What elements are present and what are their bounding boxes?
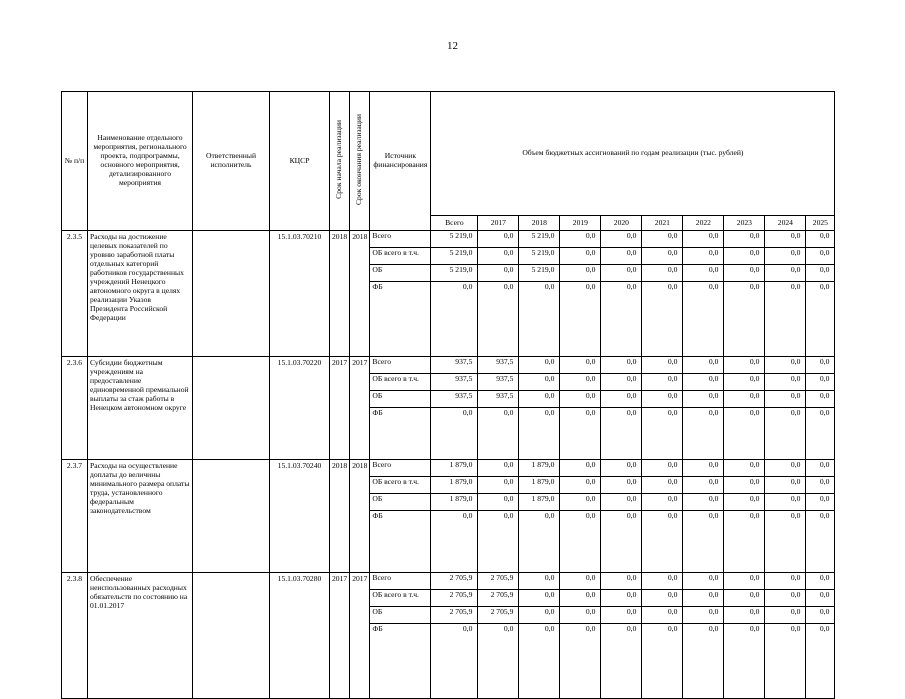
value-cell: 0,0 bbox=[765, 357, 806, 374]
year-header: 2021 bbox=[642, 216, 683, 231]
value-cell: 0,0 bbox=[724, 573, 765, 590]
value-cell: 937,5 bbox=[478, 374, 519, 391]
value-cell: 0,0 bbox=[806, 573, 835, 590]
value-cell: 0,0 bbox=[519, 374, 560, 391]
value-cell: 937,5 bbox=[431, 391, 478, 408]
value-cell: 0,0 bbox=[683, 265, 724, 282]
value-cell: 0,0 bbox=[683, 408, 724, 460]
value-cell: 0,0 bbox=[560, 494, 601, 511]
row-source: Всего bbox=[370, 357, 431, 374]
row-kcsr: 15.1.03.70280 bbox=[270, 573, 330, 699]
value-cell: 0,0 bbox=[478, 408, 519, 460]
value-cell: 0,0 bbox=[642, 391, 683, 408]
row-num: 2.3.5 bbox=[62, 231, 88, 357]
row-source: ФБ bbox=[370, 408, 431, 460]
value-cell: 0,0 bbox=[642, 374, 683, 391]
year-header: 2025 bbox=[806, 216, 835, 231]
year-header: 2022 bbox=[683, 216, 724, 231]
table-row bbox=[62, 460, 835, 477]
value-cell: 0,0 bbox=[724, 282, 765, 357]
value-cell: 0,0 bbox=[560, 248, 601, 265]
value-cell: 0,0 bbox=[601, 408, 642, 460]
row-num: 2.3.8 bbox=[62, 573, 88, 699]
value-cell: 0,0 bbox=[431, 408, 478, 460]
value-cell: 2 705,9 bbox=[478, 573, 519, 590]
value-cell: 0,0 bbox=[519, 607, 560, 624]
value-cell: 0,0 bbox=[806, 374, 835, 391]
value-cell: 0,0 bbox=[642, 590, 683, 607]
value-cell: 0,0 bbox=[478, 494, 519, 511]
budget-table bbox=[61, 91, 835, 699]
value-cell: 1 879,0 bbox=[431, 460, 478, 477]
row-executor bbox=[193, 460, 270, 573]
value-cell: 0,0 bbox=[478, 282, 519, 357]
value-cell: 0,0 bbox=[642, 248, 683, 265]
value-cell: 0,0 bbox=[560, 624, 601, 699]
row-source: ОБ bbox=[370, 607, 431, 624]
value-cell: 0,0 bbox=[519, 511, 560, 573]
value-cell: 0,0 bbox=[806, 248, 835, 265]
value-cell: 0,0 bbox=[724, 494, 765, 511]
value-cell: 0,0 bbox=[519, 282, 560, 357]
value-cell: 0,0 bbox=[431, 624, 478, 699]
row-end: 2018 bbox=[350, 231, 370, 357]
value-cell: 0,0 bbox=[560, 391, 601, 408]
value-cell: 0,0 bbox=[601, 460, 642, 477]
value-cell: 0,0 bbox=[601, 265, 642, 282]
value-cell: 0,0 bbox=[601, 511, 642, 573]
col-name: Наименование отдельного мероприятия, регионального проекта, подпрограммы, основного мероприятия, детализированного мероприятия bbox=[88, 92, 193, 231]
value-cell: 0,0 bbox=[765, 494, 806, 511]
value-cell: 0,0 bbox=[765, 391, 806, 408]
value-cell: 1 879,0 bbox=[431, 494, 478, 511]
value-cell: 0,0 bbox=[601, 248, 642, 265]
value-cell: 0,0 bbox=[642, 624, 683, 699]
value-cell: 0,0 bbox=[431, 282, 478, 357]
value-cell: 0,0 bbox=[806, 624, 835, 699]
row-source: Всего bbox=[370, 460, 431, 477]
value-cell: 0,0 bbox=[724, 391, 765, 408]
value-cell: 0,0 bbox=[642, 282, 683, 357]
value-cell: 5 219,0 bbox=[431, 265, 478, 282]
value-cell: 0,0 bbox=[765, 607, 806, 624]
value-cell: 0,0 bbox=[683, 374, 724, 391]
value-cell: 0,0 bbox=[560, 374, 601, 391]
value-cell: 0,0 bbox=[478, 231, 519, 248]
year-header: 2020 bbox=[601, 216, 642, 231]
value-cell: 0,0 bbox=[560, 607, 601, 624]
value-cell: 5 219,0 bbox=[519, 265, 560, 282]
row-name: Расходы на достижение целевых показателей по уровню заработной платы отдельных категорий работников государственных учреждений Ненецкого автономного округа в целях реализации Указов Президента Российской Федерации bbox=[88, 231, 193, 357]
row-source: ФБ bbox=[370, 511, 431, 573]
value-cell: 0,0 bbox=[519, 590, 560, 607]
row-kcsr: 15.1.03.70240 bbox=[270, 460, 330, 573]
value-cell: 0,0 bbox=[519, 624, 560, 699]
value-cell: 0,0 bbox=[560, 282, 601, 357]
value-cell: 2 705,9 bbox=[478, 590, 519, 607]
value-cell: 0,0 bbox=[560, 590, 601, 607]
value-cell: 0,0 bbox=[642, 408, 683, 460]
value-cell: 0,0 bbox=[478, 511, 519, 573]
value-cell: 0,0 bbox=[806, 494, 835, 511]
table-row bbox=[62, 357, 835, 374]
value-cell: 0,0 bbox=[560, 477, 601, 494]
row-start: 2017 bbox=[330, 573, 350, 699]
value-cell: 0,0 bbox=[601, 590, 642, 607]
row-source: ОБ всего в т.ч. bbox=[370, 374, 431, 391]
value-cell: 0,0 bbox=[806, 408, 835, 460]
value-cell: 0,0 bbox=[765, 231, 806, 248]
year-header: 2018 bbox=[519, 216, 560, 231]
value-cell: 937,5 bbox=[431, 374, 478, 391]
col-num: № п/п bbox=[62, 92, 88, 231]
value-cell: 0,0 bbox=[724, 248, 765, 265]
row-source: ФБ bbox=[370, 624, 431, 699]
value-cell: 0,0 bbox=[683, 494, 724, 511]
col-kcsr: КЦСР bbox=[270, 92, 330, 231]
row-name: Обеспечение неиспользованных расходных обязательств по состоянию на 01.01.2017 bbox=[88, 573, 193, 699]
value-cell: 0,0 bbox=[478, 265, 519, 282]
row-start: 2017 bbox=[330, 357, 350, 460]
table-row bbox=[62, 573, 835, 590]
row-executor bbox=[193, 231, 270, 357]
value-cell: 0,0 bbox=[683, 282, 724, 357]
value-cell: 0,0 bbox=[601, 624, 642, 699]
value-cell: 0,0 bbox=[683, 624, 724, 699]
value-cell: 0,0 bbox=[601, 231, 642, 248]
value-cell: 0,0 bbox=[642, 357, 683, 374]
value-cell: 0,0 bbox=[724, 624, 765, 699]
value-cell: 0,0 bbox=[806, 607, 835, 624]
value-cell: 0,0 bbox=[642, 460, 683, 477]
value-cell: 0,0 bbox=[560, 357, 601, 374]
value-cell: 5 219,0 bbox=[431, 248, 478, 265]
value-cell: 2 705,9 bbox=[431, 607, 478, 624]
value-cell: 0,0 bbox=[683, 511, 724, 573]
value-cell: 0,0 bbox=[806, 590, 835, 607]
row-num: 2.3.6 bbox=[62, 357, 88, 460]
value-cell: 0,0 bbox=[806, 460, 835, 477]
value-cell: 0,0 bbox=[724, 511, 765, 573]
value-cell: 0,0 bbox=[560, 460, 601, 477]
col-source: Источник финансирования bbox=[370, 92, 431, 231]
row-source: ОБ всего в т.ч. bbox=[370, 477, 431, 494]
row-end: 2017 bbox=[350, 573, 370, 699]
value-cell: 2 705,9 bbox=[431, 573, 478, 590]
value-cell: 0,0 bbox=[765, 374, 806, 391]
value-cell: 0,0 bbox=[724, 265, 765, 282]
value-cell: 0,0 bbox=[683, 607, 724, 624]
page-number: 12 bbox=[447, 40, 458, 52]
value-cell: 1 879,0 bbox=[431, 477, 478, 494]
value-cell: 0,0 bbox=[806, 477, 835, 494]
col-executor: Ответственный исполнитель bbox=[193, 92, 270, 231]
row-kcsr: 15.1.03.70210 bbox=[270, 231, 330, 357]
value-cell: 0,0 bbox=[601, 374, 642, 391]
year-header: 2019 bbox=[560, 216, 601, 231]
value-cell: 0,0 bbox=[519, 357, 560, 374]
value-cell: 5 219,0 bbox=[519, 248, 560, 265]
row-source: ОБ всего в т.ч. bbox=[370, 248, 431, 265]
row-kcsr: 15.1.03.70220 bbox=[270, 357, 330, 460]
row-name: Субсидии бюджетным учреждениям на предоставление единовременной премиальной выплаты за стаж работы в Ненецком автономном округе bbox=[88, 357, 193, 460]
value-cell: 0,0 bbox=[560, 265, 601, 282]
value-cell: 1 879,0 bbox=[519, 460, 560, 477]
year-header-total: Всего bbox=[431, 216, 478, 231]
value-cell: 0,0 bbox=[724, 374, 765, 391]
value-cell: 0,0 bbox=[642, 477, 683, 494]
value-cell: 0,0 bbox=[724, 477, 765, 494]
year-header: 2017 bbox=[478, 216, 519, 231]
value-cell: 0,0 bbox=[683, 460, 724, 477]
value-cell: 0,0 bbox=[724, 357, 765, 374]
value-cell: 0,0 bbox=[765, 265, 806, 282]
value-cell: 0,0 bbox=[560, 231, 601, 248]
value-cell: 0,0 bbox=[560, 408, 601, 460]
value-cell: 0,0 bbox=[601, 282, 642, 357]
row-start: 2018 bbox=[330, 460, 350, 573]
value-cell: 0,0 bbox=[431, 511, 478, 573]
value-cell: 0,0 bbox=[765, 477, 806, 494]
col-end-label: Срок окончания реализации bbox=[354, 114, 364, 206]
row-executor bbox=[193, 357, 270, 460]
value-cell: 0,0 bbox=[765, 460, 806, 477]
value-cell: 0,0 bbox=[683, 391, 724, 408]
row-source: Всего bbox=[370, 573, 431, 590]
value-cell: 0,0 bbox=[601, 391, 642, 408]
value-cell: 0,0 bbox=[560, 573, 601, 590]
value-cell: 0,0 bbox=[683, 573, 724, 590]
value-cell: 0,0 bbox=[601, 477, 642, 494]
value-cell: 0,0 bbox=[765, 573, 806, 590]
row-end: 2018 bbox=[350, 460, 370, 573]
value-cell: 1 879,0 bbox=[519, 494, 560, 511]
year-header: 2023 bbox=[724, 216, 765, 231]
col-volume: Объем бюджетных ассигнований по годам реализации (тыс. рублей) bbox=[431, 92, 835, 216]
value-cell: 0,0 bbox=[683, 248, 724, 265]
value-cell: 0,0 bbox=[806, 357, 835, 374]
value-cell: 0,0 bbox=[765, 511, 806, 573]
value-cell: 0,0 bbox=[642, 494, 683, 511]
value-cell: 0,0 bbox=[683, 231, 724, 248]
value-cell: 0,0 bbox=[724, 590, 765, 607]
value-cell: 0,0 bbox=[519, 573, 560, 590]
value-cell: 0,0 bbox=[683, 590, 724, 607]
row-source: ОБ bbox=[370, 391, 431, 408]
value-cell: 0,0 bbox=[724, 460, 765, 477]
row-source: ОБ bbox=[370, 494, 431, 511]
col-start-label: Срок начала реализации bbox=[334, 120, 344, 199]
value-cell: 0,0 bbox=[601, 607, 642, 624]
value-cell: 2 705,9 bbox=[431, 590, 478, 607]
value-cell: 0,0 bbox=[683, 357, 724, 374]
row-source: ОБ bbox=[370, 265, 431, 282]
value-cell: 0,0 bbox=[478, 460, 519, 477]
value-cell: 0,0 bbox=[642, 231, 683, 248]
value-cell: 0,0 bbox=[806, 265, 835, 282]
value-cell: 0,0 bbox=[765, 590, 806, 607]
value-cell: 0,0 bbox=[806, 231, 835, 248]
value-cell: 2 705,9 bbox=[478, 607, 519, 624]
row-start: 2018 bbox=[330, 231, 350, 357]
value-cell: 937,5 bbox=[478, 357, 519, 374]
col-start bbox=[330, 92, 350, 231]
value-cell: 0,0 bbox=[478, 477, 519, 494]
value-cell: 0,0 bbox=[765, 408, 806, 460]
value-cell: 0,0 bbox=[765, 624, 806, 699]
row-source: Всего bbox=[370, 231, 431, 248]
value-cell: 0,0 bbox=[601, 494, 642, 511]
row-source: ОБ всего в т.ч. bbox=[370, 590, 431, 607]
value-cell: 0,0 bbox=[806, 391, 835, 408]
value-cell: 0,0 bbox=[601, 357, 642, 374]
value-cell: 1 879,0 bbox=[519, 477, 560, 494]
value-cell: 5 219,0 bbox=[519, 231, 560, 248]
value-cell: 0,0 bbox=[519, 408, 560, 460]
row-executor bbox=[193, 573, 270, 699]
row-source: ФБ bbox=[370, 282, 431, 357]
value-cell: 0,0 bbox=[724, 408, 765, 460]
row-end: 2017 bbox=[350, 357, 370, 460]
row-name: Расходы на осуществление доплаты до величины минимального размера оплаты труда, установленного федеральным законодательством bbox=[88, 460, 193, 573]
value-cell: 0,0 bbox=[724, 607, 765, 624]
value-cell: 0,0 bbox=[560, 511, 601, 573]
value-cell: 0,0 bbox=[519, 391, 560, 408]
year-header: 2024 bbox=[765, 216, 806, 231]
value-cell: 0,0 bbox=[642, 607, 683, 624]
value-cell: 0,0 bbox=[642, 511, 683, 573]
row-num: 2.3.7 bbox=[62, 460, 88, 573]
value-cell: 0,0 bbox=[806, 511, 835, 573]
value-cell: 0,0 bbox=[683, 477, 724, 494]
value-cell: 0,0 bbox=[765, 282, 806, 357]
value-cell: 0,0 bbox=[724, 231, 765, 248]
value-cell: 0,0 bbox=[478, 248, 519, 265]
value-cell: 0,0 bbox=[765, 248, 806, 265]
value-cell: 0,0 bbox=[601, 573, 642, 590]
value-cell: 0,0 bbox=[478, 624, 519, 699]
value-cell: 0,0 bbox=[806, 282, 835, 357]
value-cell: 937,5 bbox=[478, 391, 519, 408]
col-end bbox=[350, 92, 370, 231]
value-cell: 5 219,0 bbox=[431, 231, 478, 248]
value-cell: 937,5 bbox=[431, 357, 478, 374]
table-row bbox=[62, 231, 835, 248]
value-cell: 0,0 bbox=[642, 265, 683, 282]
value-cell: 0,0 bbox=[642, 573, 683, 590]
